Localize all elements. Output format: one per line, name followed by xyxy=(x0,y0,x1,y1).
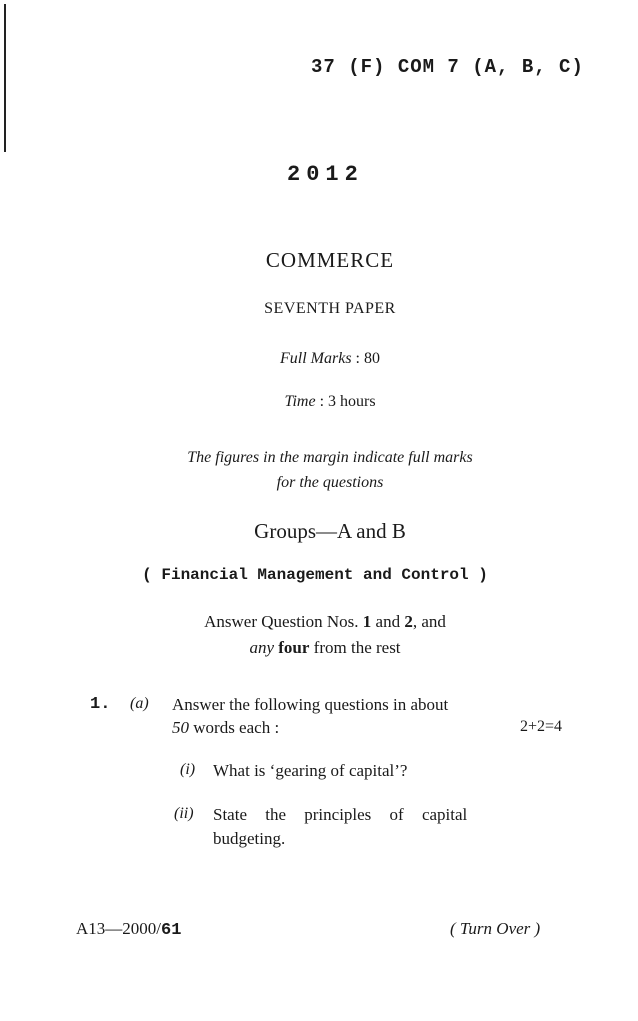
question-marks: 2+2=4 xyxy=(520,718,563,735)
turn-over-note: ( Turn Over ) xyxy=(450,919,541,938)
instr-rest: from the rest xyxy=(309,638,401,657)
instr-text-a: Answer Question Nos. xyxy=(204,612,363,631)
instructions-line2 xyxy=(0,638,638,658)
question-part-label: (a) xyxy=(130,695,149,712)
section-heading: ( Financial Management and Control ) xyxy=(142,566,488,584)
exam-time xyxy=(0,393,638,411)
groups-heading: Groups—A and B xyxy=(254,519,406,543)
footer-code xyxy=(76,919,181,940)
full-marks-label: Full Marks xyxy=(280,350,352,367)
instr-any: any xyxy=(249,638,274,657)
question-text-line2 xyxy=(172,718,279,738)
subquestion-ii-label: (ii) xyxy=(174,805,194,822)
instr-q2: 2 xyxy=(404,612,413,631)
footer-code-prefix: A13—2000/ xyxy=(76,919,161,938)
full-marks-value: : 80 xyxy=(355,350,380,367)
word-count: 50 xyxy=(172,718,189,737)
paper-code: 37 (F) COM 7 (A, B, C) xyxy=(311,56,584,78)
footer-code-number: 61 xyxy=(161,921,182,940)
instructions-line1 xyxy=(0,612,638,632)
instr-four: four xyxy=(278,638,310,657)
subquestion-i-text: What is ‘gearing of capital’? xyxy=(213,761,408,780)
subquestion-ii-text-line2: budgeting. xyxy=(213,829,286,848)
question-text-line1: Answer the following questions in about xyxy=(172,695,449,714)
full-marks xyxy=(0,350,638,368)
exam-year: 2012 xyxy=(287,162,364,187)
subquestion-i-label: (i) xyxy=(180,761,196,778)
margin-line xyxy=(4,4,6,152)
paper-number: SEVENTH PAPER xyxy=(264,300,396,317)
margin-note-line1: The figures in the margin indicate full marks xyxy=(187,449,473,466)
words-each: words each : xyxy=(189,718,280,737)
subquestion-ii-text-line1: State the principles of capital xyxy=(213,805,468,824)
subject-title: COMMERCE xyxy=(265,248,395,272)
instr-text-c: and xyxy=(371,612,405,631)
instr-text-e: , and xyxy=(412,612,446,631)
time-value: : 3 hours xyxy=(319,393,376,410)
question-number: 1. xyxy=(90,695,111,714)
margin-note-line2: for the questions xyxy=(276,474,384,491)
time-label: Time xyxy=(284,393,316,410)
instr-q1: 1 xyxy=(362,612,372,631)
